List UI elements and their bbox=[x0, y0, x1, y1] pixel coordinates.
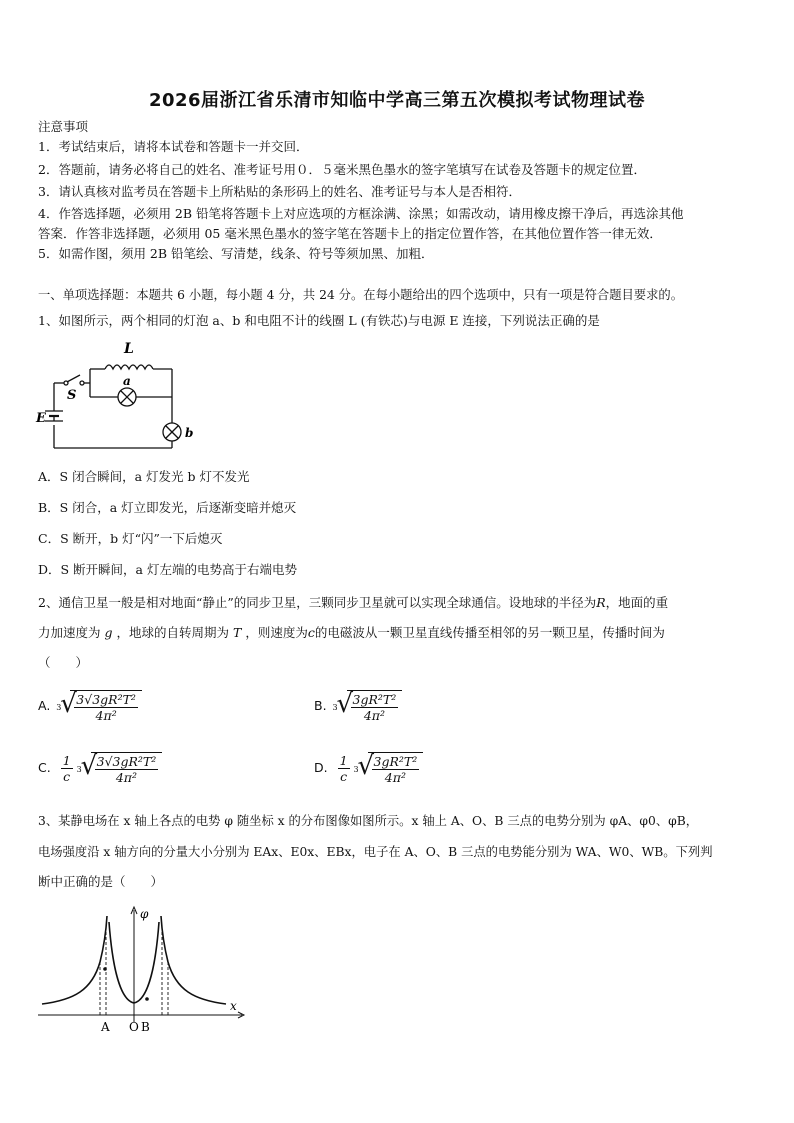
notice-heading: 注意事项 bbox=[38, 119, 89, 134]
question-2-line-2: 力加速度为 g ，地球的自转周期为 T ，则速度为c的电磁波从一颗卫星直线传播至相邻的另一颗卫星，传播时间为 bbox=[38, 625, 665, 640]
notice-item: 1．考试结束后，请将本试卷和答题卡一并交回． bbox=[38, 139, 309, 154]
radical: √ 3 $\frac{\text{3√3gR²T²}}{\text{4π²}}$ bbox=[70, 690, 142, 723]
battery-label: E bbox=[36, 411, 46, 426]
point-b-label: B bbox=[141, 1020, 150, 1034]
circuit-diagram bbox=[34, 333, 204, 458]
radical: √ 3 $\frac{\text{3gR²T²}}{\text{4π²}}$ bbox=[368, 752, 424, 785]
lamp-b-label: b bbox=[185, 426, 194, 440]
question-2-option-b: B. √ 3 $\frac{\text{3gR²T²}}{\text{4π²}}$ bbox=[314, 690, 402, 723]
point-o-label: O bbox=[129, 1020, 139, 1034]
coil-label: L bbox=[124, 341, 134, 357]
page-title: 2026届浙江省乐清市知临中学高三第五次模拟考试物理试卷 bbox=[148, 90, 646, 111]
notice-item: 2．答题前，请务必将自己的姓名、准考证号用０．５毫米黑色墨水的签字笔填写在试卷及答题卡的规定位置． bbox=[38, 162, 646, 177]
x-axis-label: x bbox=[230, 999, 237, 1013]
radical: √ 3 $\frac{\text{3gR²T²}}{\text{4π²}}$ bbox=[347, 690, 403, 723]
question-2-line-1: 2、通信卫星一般是相对地面“静止”的同步卫星，三颗同步卫星就可以实现全球通信。设地球的半径为R，地面的重 bbox=[38, 595, 669, 610]
question-1-option-b: B．S 闭合，a 灯立即发光，后逐渐变暗并熄灭 bbox=[38, 500, 297, 515]
question-2-paren: （ ） bbox=[38, 655, 89, 670]
notice-item: 3．请认真核对监考员在答题卡上所粘贴的条形码上的姓名、准考证号与本人是否相符． bbox=[38, 184, 521, 199]
question-3-line-1: 3、某静电场在 x 轴上各点的电势 φ 随坐标 x 的分布图像如图所示。x 轴上 A、O、B 三点的电势分别为 φA、φ0、φB， bbox=[38, 814, 699, 828]
notice-item: 4．作答选择题，必须用 2B 铅笔将答题卡上对应选项的方框涂满、涂黑；如需改动，请用橡皮擦干净后，再选涂其他 bbox=[38, 206, 684, 221]
question-2-option-d: D. $\frac{1}{c}$ √ 3 $\frac{\text{3gR²T²}}{\text{4π²}}$ bbox=[314, 752, 423, 785]
notice-item: 5．如需作图，须用 2B 铅笔绘、写清楚，线条、符号等须加黑、加粗． bbox=[38, 246, 434, 261]
question-3-line-3: 断中正确的是（ ） bbox=[38, 874, 164, 889]
question-3-line-2: 电场强度沿 x 轴方向的分量大小分别为 EAx、E0x、EBx，电子在 A、O、B 三点的电势能分别为 WA、W0、WB。下列判 bbox=[38, 845, 713, 859]
radical: √ 3 $\frac{\text{3√3gR²T²}}{\text{4π²}}$ bbox=[91, 752, 163, 785]
switch-label: S bbox=[67, 388, 77, 403]
question-1-option-d: D．S 断开瞬间，a 灯左端的电势高于右端电势 bbox=[38, 562, 297, 577]
question-2-option-c: C. $\frac{1}{c}$ √ 3 $\frac{\text{3√3gR²T²}}{\text{4π²}}$ bbox=[38, 752, 162, 785]
question-1-stem: 1、如图所示，两个相同的灯泡 a、b 和电阻不计的线圈 L (有铁芯)与电源 E 连接，下列说法正确的是 bbox=[38, 313, 600, 328]
question-2-option-a: A. √ 3 $\frac{\text{3√3gR²T²}}{\text{4π²}}$ bbox=[38, 690, 142, 723]
point-a-label: A bbox=[101, 1020, 110, 1034]
phi-axis-label: φ bbox=[140, 907, 149, 921]
notice-item: 答案．作答非选择题，必须用 05 毫米黑色墨水的签字笔在答题卡上的指定位置作答，在其他位置作答一律无效． bbox=[38, 226, 662, 241]
lamp-a-label: a bbox=[123, 374, 131, 388]
question-1-option-a: A．S 闭合瞬间，a 灯发光 b 灯不发光 bbox=[38, 469, 250, 484]
question-1-option-c: C．S 断开，b 灯“闪”一下后熄灭 bbox=[38, 531, 223, 546]
section-heading: 一、单项选择题：本题共 6 小题，每小题 4 分，共 24 分。在每小题给出的四个选项中，只有一项是符合题目要求的。 bbox=[38, 288, 683, 302]
potential-graph bbox=[34, 902, 254, 1037]
